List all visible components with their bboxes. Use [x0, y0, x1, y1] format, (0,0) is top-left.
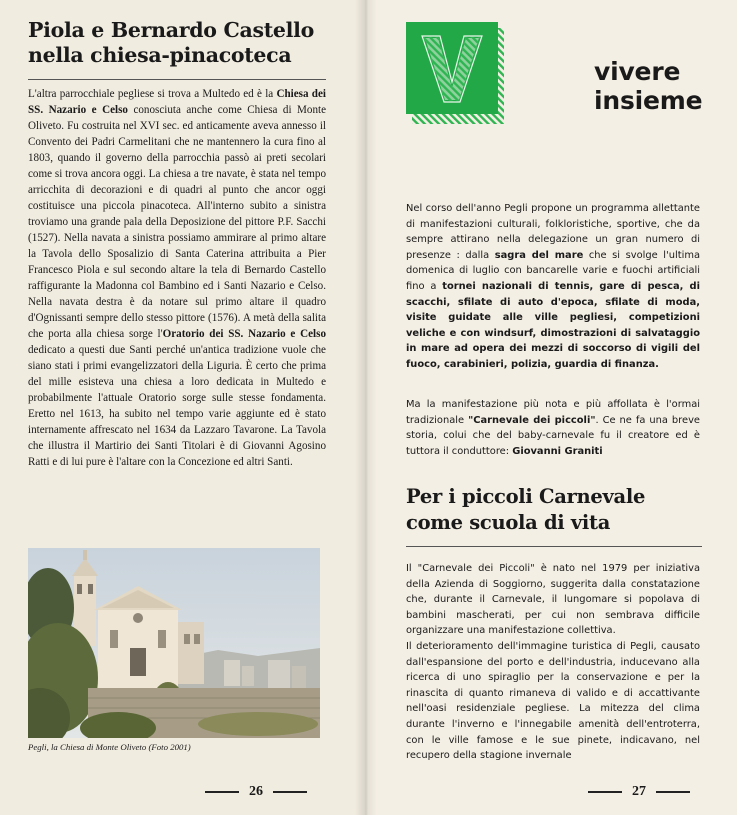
- dash-left-r: [588, 791, 622, 793]
- left-page-title: [28, 18, 328, 68]
- left-page: [0, 0, 366, 815]
- events-paragraph: Nel corso dell'anno Pegli propone un programma allettante di manifestazioni culturali, folkloristiche, sportive, che da sempre attirano nella delegazione un gran numero di presenze : dalla sagra del mare che si svolge l'ultima domenica di luglio con bancarelle varie e fuochi artificiali fino a tornei nazionali di tennis, gare di pesca, di scacchi, sfilate di auto d'epoca, sfilate di moda, visite guidate alle ville pegliesi, competizioni veliche e con windsurf, dimostrazioni di salvataggio in mare ad opera dei mezzi di soccorso di vigili del fuoco, carabinieri, polizia, guardia di finanza.: [406, 203, 700, 370]
- left-body-text: L'altra parrocchiale pegliese si trova a Multedo ed è la Chiesa dei SS. Nazario e Celso conosciuta anche come Chiesa di Monte Oliveto. Fu costruita nel XVI sec. ed anticamente aveva annesso il Convento dei Padri Carmelitani che ne mantennero la cura fino al 1803, quando il governo della parrocchia passò ai preti secolari come si trova ancora oggi. La chiesa a tre navate, è stata nel tempo arricchita di decorazioni e di quadri al punto che ancor oggi costituisce una piccola pinacoteca. All'interno subito a sinistra troviamo una grande pala della Deposizione del pittore P.F. Sacchi (1527). Nella navata a sinistra possiamo ammirare al primo altare la Tavola dello Sposalizio di Santa Caterina attribuita a Pier Francesco Piola e sul secondo altare la tela di Bernardo Castello raffigurante la Madonna col Bambino ed i Santi Nazario e Celso. Nella navata destra è da notare sul primo altare il quadro d'Ognissanti sempre dello stesso pittore (1576). A metà della salita che porta alla chiesa sorge l'Oratorio dei SS. Nazario e Celso dedicato a questi due Santi perché un'antica tradizione vuole che siano stati i primi evangelizzatori della Liguria. È certo che prima del mille esisteva una chiesa a loro dedicata in Multedo e probabilmente l'attuale Oratorio sorge sulle stesse fondamenta. Eretto nel 1613, ha subito nel tempo varie aggiunte ed è stato internamente affrescato nel 1634 da Lazzaro Tavarone. La Tavola che illustra il Martirio dei Santi Titolari è di Giovanni Agosino Ratti e di lui pure è l'altare con la Concezione ed altri Santi.: [28, 88, 326, 468]
- carnival-title-line1: Per i piccoli Carnevale: [406, 485, 646, 508]
- dash-right-r: [656, 791, 690, 793]
- carnival-section-title: [406, 484, 706, 536]
- page-number-27: 27: [632, 784, 646, 799]
- carnival-title-line2: come scuola di vita: [406, 511, 611, 534]
- church-photo: [28, 548, 320, 738]
- section-logo: [406, 22, 504, 124]
- title-divider: [28, 79, 326, 80]
- pegli-decline-paragraph: Il deterioramento dell'immagine turistica di Pegli, causato dall'espansione del porto e dell'industria, inducevano alla ricerca di uno spiraglio per la conservazione e per la rinascita di quanto rimaneva di valido e di accattivante nell'oasi residenziale pegliese. La mitezza del clima durante l'inverno e l'innegabile amenità dell'entroterra, con le ville famose e le sue pinete, indicavano, nel recupero della stagione invernale: [406, 641, 700, 762]
- carnival-history-paragraph: Il "Carnevale dei Piccoli" è nato nel 1979 per iniziativa della Azienda di Soggiorno, suggerita dalla constatazione che, durante il Carnevale, il lungomare si popolava di bambini mascherati, per cui non sembrava difficile organizzare una manifestazione collettiva.: [406, 563, 700, 637]
- carnival-title-divider: [406, 546, 702, 547]
- photo-caption: Pegli, la Chiesa di Monte Oliveto (Foto 2001): [28, 742, 191, 752]
- carnival-intro-paragraph: Ma la manifestazione più nota e più affollata è l'ormai tradizionale "Carnevale dei piccoli". Ce ne fa una breve storia, colui che del baby-carnevale fu il creatore ed è tuttora il conduttore: Giovanni Graniti: [406, 399, 701, 457]
- page-number-26: 26: [249, 784, 263, 799]
- left-title-line1: Piola e Bernardo Castello: [28, 18, 314, 42]
- left-page-number: [205, 784, 307, 800]
- book-gutter: [355, 0, 377, 815]
- v-logo-icon: [406, 22, 504, 124]
- dash-left: [205, 791, 239, 793]
- left-title-line2: nella chiesa-pinacoteca: [28, 43, 292, 67]
- dash-right: [273, 791, 307, 793]
- insieme-word: insieme: [594, 86, 703, 115]
- vivere-word: vivere: [594, 57, 681, 86]
- right-page-number: [588, 784, 690, 800]
- right-page: [366, 0, 737, 815]
- section-title: [594, 57, 734, 115]
- church-illustration: [28, 548, 320, 738]
